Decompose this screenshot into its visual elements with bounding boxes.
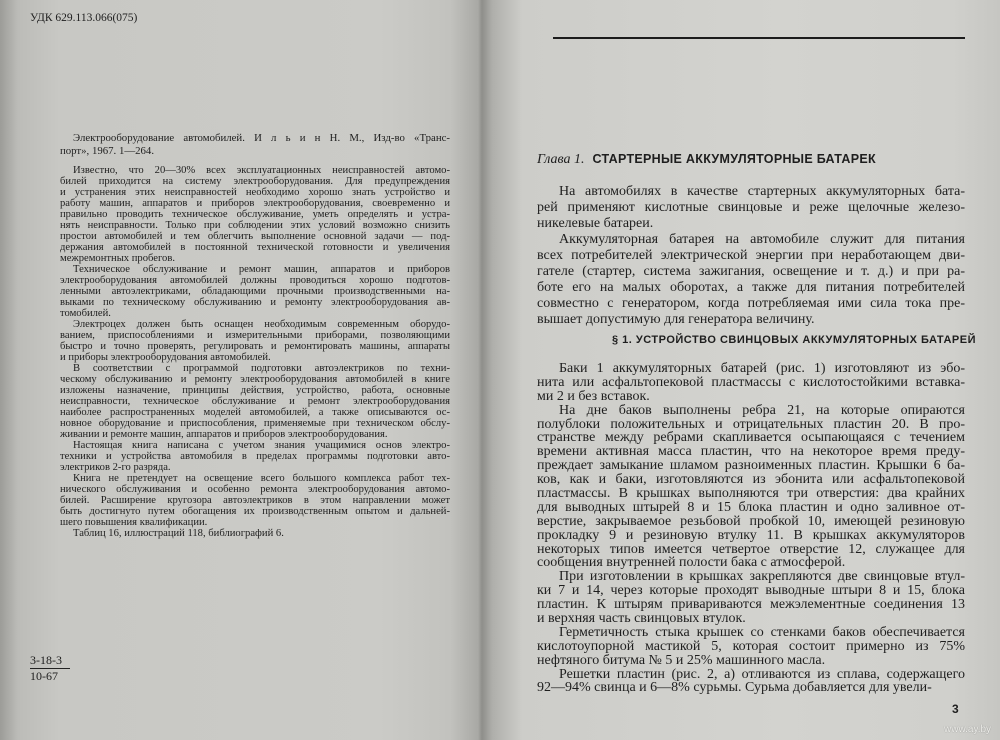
text-line: Баки 1 аккумуляторных батарей (рис. 1) изготовляют из эбо-: [559, 362, 965, 376]
text-line: держания автомобилей в постоянной технической готовности и увеличения: [60, 242, 450, 253]
chapter-title: СТАРТЕРНЫЕ АККУМУЛЯТОРНЫЕ БАТАРЕК: [592, 152, 876, 166]
text-line: неисправности, техническое обслуживание и ремонт электрооборудования: [60, 396, 450, 407]
text-line: и приборы электрооборудования автомобилей.: [60, 352, 271, 363]
text-line: быть достигнуто путем обогащения их производственным опытом и дальней-: [60, 506, 450, 517]
paragraph: [60, 528, 450, 539]
intro-text: [537, 184, 965, 328]
section-title: § 1. УСТРОЙСТВО СВИНЦОВЫХ АККУМУЛЯТОРНЫХ БАТАРЕЙ: [612, 334, 976, 346]
text-line: На дне баков выполнены ребра 21, на которые опираются: [559, 403, 965, 418]
text-line: Решетки пластин (рис. 2, а) отливаются из сплава, содержащего: [559, 667, 965, 682]
right-page: [482, 0, 1000, 740]
chapter-heading: [537, 150, 876, 168]
bibliographic-line: Электрооборудование автомобилей. И л ь и н Н. М., Изд-во «Транс-: [73, 132, 450, 144]
text-line: пластин. К штырям привариваются межэлементные соединения 13: [537, 598, 965, 613]
paragraph: [537, 232, 965, 328]
text-line: работу машин, аппаратов и приборов электрооборудования, своевременно и: [60, 198, 450, 209]
text-line: Техническое обслуживание и ремонт машин, аппаратов и приборов: [73, 264, 450, 275]
text-line: нять неисправности. Только при соблюдении этих условий возможно снизить: [60, 220, 450, 231]
text-line: шего повышения квалификации.: [60, 517, 208, 528]
text-line: некоторых типов имеется четвертое отверстие 12, служащее для: [537, 542, 965, 557]
text-line: ми 2 и без вставок.: [537, 389, 650, 404]
annotation-text: [60, 165, 450, 539]
text-line: Аккумуляторная батарея на автомобиле служит для питания: [559, 232, 965, 247]
paragraph: [60, 165, 450, 264]
text-line: правильно проводить техническое обслуживание, уметь определять и устра-: [60, 209, 450, 220]
watermark: www.ay.by: [944, 724, 992, 735]
chapter-label: Глава 1.: [537, 152, 585, 167]
text-line: Герметичность стыка крышек со стенками баков обеспечивается: [559, 625, 965, 640]
paragraph: [537, 668, 965, 696]
bibliographic-line: порт», 1967. 1—264.: [60, 145, 155, 157]
text-line: 92—94% свинца и 6—8% сурьмы. Сурьма добавляется для увели-: [537, 681, 932, 696]
text-line: времени активная масса пластин, что на некоторое время преду-: [537, 445, 965, 460]
udc-code: УДК 629.113.066(075): [30, 12, 138, 24]
paragraph: [60, 440, 450, 473]
text-line: изложены назначение, принципы действия, устройство, работа, основные: [60, 385, 450, 396]
paragraph: [537, 404, 965, 571]
text-line: При изготовлении в крышках закрепляются две свинцовые втул-: [559, 570, 965, 585]
text-line: никелевые батареи.: [537, 216, 654, 231]
text-line: совместно с генератором, когда потребляемая ими сила тока пре-: [537, 296, 965, 311]
text-line: электриков 2-го разряда.: [60, 462, 171, 473]
paragraph: [60, 264, 450, 319]
text-line: ческому обслуживанию и ремонту электрооборудования автомобилей в книге: [60, 374, 450, 385]
text-line: В соответствии с программой подготовки автоэлектриков по техни-: [73, 363, 450, 374]
text-line: кислотоупорной мастикой 5, которая состоит примерно из 75%: [537, 639, 965, 654]
text-line: верстие, закрываемое резьбовой пробкой 10, имеющей резиновую: [537, 514, 965, 529]
text-line: наиболее распространенных моделей автомобилей, а также описываются ос-: [60, 407, 450, 418]
text-line: ванием, приспособлениями и измерительными приборами, позволяющими: [60, 330, 450, 341]
paragraph: [537, 362, 965, 404]
text-line: странстве между ребрами скапливается осыпающаяся с течением: [537, 431, 965, 446]
text-line: билей приходится на систему электрооборудования. Для предупреждения: [60, 176, 450, 187]
page-number: 3: [952, 702, 959, 716]
paragraph: [537, 570, 965, 626]
text-line: вышает допустимую для генератора величину.: [537, 312, 815, 327]
text-line: межремонтных пробегов.: [60, 253, 175, 264]
text-line: гателе (стартер, система зажигания, освещение и т. д.) и при ра-: [537, 264, 965, 279]
paragraph: [537, 184, 965, 232]
text-line: рей применяют кислотные свинцовые и реже щелочные железо-: [537, 200, 965, 215]
paragraph: [60, 363, 450, 440]
text-line: и верхняя часть свинцовых втулок.: [537, 612, 746, 626]
text-line: быстро и точно проверять, регулировать и ремонтировать машины, аппараты: [60, 341, 450, 352]
text-line: Электроцех должен быть оснащен необходимым современным оборудо-: [73, 319, 450, 330]
text-line: ки 7 и 14, через которые проходят выводные штыри 8 и 15, блока: [537, 584, 965, 599]
paragraph: [60, 473, 450, 528]
text-line: Настоящая книга написана с учетом знания учащимися основ электро-: [73, 440, 450, 451]
text-line: нита или асфальтопековой пластмассы с кислотостойкими вставка-: [537, 375, 965, 390]
text-line: боте его на малых оборотах, а также для питания потребителей: [537, 280, 965, 295]
text-line: томобилей.: [60, 308, 111, 319]
bibliographic-entry: [60, 132, 450, 158]
text-line: живании и ремонте машин, аппаратов и приборов электрооборудования.: [60, 429, 388, 440]
catalog-code-bottom: 10-67: [30, 669, 58, 683]
text-line: простои автомобилей и тем облегчить выполнение основной задачи — под-: [60, 231, 450, 242]
text-line: новное оборудование и приспособления, применяемые при техническом обслу-: [60, 418, 450, 429]
text-line: прокладку 9 и резиновую втулку 11. В крышках аккумуляторов: [537, 528, 965, 543]
text-line: На автомобилях в качестве стартерных аккумуляторных бата-: [559, 184, 965, 199]
text-line: пластмассы. В крышках выполняются три отверстия: два крайних: [537, 487, 965, 501]
text-line: билей. Расширение кругозора автоэлектриков в этом направлении может: [60, 495, 450, 506]
text-line: Известно, что 20—30% всех эксплуатационных неисправностей автомо-: [73, 165, 450, 176]
header-rule: [553, 37, 965, 39]
text-line: ленными автоэлектриками, обладающими прочными производственными на-: [60, 286, 450, 297]
text-line: и устранения этих неисправностей необходимо хорошо знать устройство и: [60, 187, 450, 198]
paragraph: [537, 626, 965, 668]
text-line: нического обслуживания и особенно ремонта электрооборудования автомо-: [60, 484, 450, 495]
catalog-code-top: 3-18-3: [30, 653, 70, 669]
section-text: [537, 362, 965, 695]
text-line: полублоки положительных и отрицательных пластин 20. В про-: [537, 417, 965, 432]
left-page: [0, 0, 482, 740]
text-line: техники и устройства автомобиля в пределах программы подготовки авто-: [60, 451, 450, 462]
text-line: для выводных штырей 8 и 15 блока пластин и одно заливное от-: [537, 500, 965, 515]
text-line: Таблиц 16, иллюстраций 118, библиографий 6.: [73, 528, 284, 539]
paragraph: [60, 319, 450, 363]
text-line: нефтяного битума № 5 и 25% машинного масла.: [537, 653, 826, 668]
text-line: сообщения внутренней полости бака с атмосферой.: [537, 556, 846, 571]
text-line: выками по техническому обслуживанию и ремонту электрооборудования ав-: [60, 297, 450, 308]
catalog-code: [30, 653, 70, 683]
text-line: всех потребителей электрической энергии при неработающем дви-: [537, 248, 965, 263]
text-line: ков, как и баки, изготовляются из эбонита или асфальтопековой: [537, 473, 965, 488]
text-line: электрооборудования автомобилей должны проводиться хорошо подготов-: [60, 275, 450, 286]
text-line: преждает замыкание шламом разноименных пластин. Крышки 6 ба-: [537, 459, 965, 474]
text-line: Книга не претендует на освещение всего большого комплекса работ тех-: [73, 473, 450, 484]
